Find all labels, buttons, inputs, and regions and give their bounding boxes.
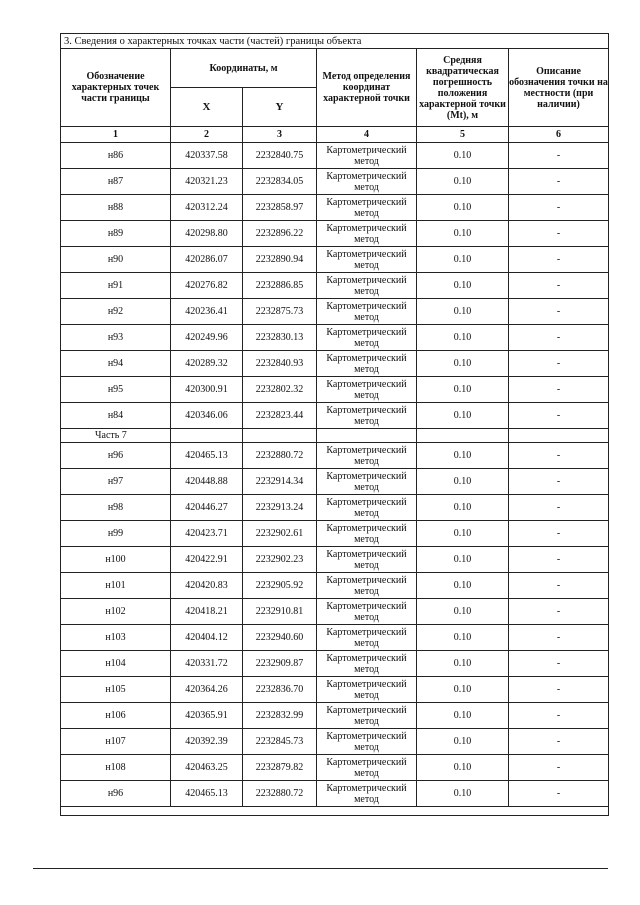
x-coordinate-cell: 420423.71 — [171, 521, 243, 547]
error-cell: 0.10 — [417, 729, 509, 755]
point-name-cell: н102 — [61, 599, 171, 625]
error-cell: 0.10 — [417, 521, 509, 547]
table-row — [61, 729, 609, 755]
table-row — [61, 703, 609, 729]
x-coordinate-cell: 420420.83 — [171, 573, 243, 599]
point-name-cell: н93 — [61, 325, 171, 351]
description-cell: - — [509, 521, 609, 547]
point-name-cell: н100 — [61, 547, 171, 573]
column-number: 2 — [171, 127, 243, 143]
x-coordinate-cell: 420448.88 — [171, 469, 243, 495]
table-row — [61, 573, 609, 599]
column-number: 1 — [61, 127, 171, 143]
description-cell: - — [509, 351, 609, 377]
table-row — [61, 677, 609, 703]
y-coordinate-cell: 2232902.23 — [243, 547, 317, 573]
x-coordinate-cell: 420312.24 — [171, 195, 243, 221]
y-coordinate-cell: 2232880.72 — [243, 781, 317, 807]
description-cell: - — [509, 469, 609, 495]
table-row — [61, 781, 609, 807]
x-coordinate-cell: 420286.07 — [171, 247, 243, 273]
description-cell: - — [509, 221, 609, 247]
description-cell: - — [509, 625, 609, 651]
y-coordinate-cell: 2232896.22 — [243, 221, 317, 247]
error-cell: 0.10 — [417, 195, 509, 221]
x-coordinate-cell: 420236.41 — [171, 299, 243, 325]
error-cell: 0.10 — [417, 625, 509, 651]
description-cell: - — [509, 651, 609, 677]
method-cell: Картометрический метод — [317, 169, 417, 195]
description-cell: - — [509, 247, 609, 273]
empty-cell — [317, 429, 417, 443]
header-row — [61, 49, 609, 88]
y-coordinate-cell: 2232840.93 — [243, 351, 317, 377]
table-row — [61, 625, 609, 651]
table-row — [61, 469, 609, 495]
table-row — [61, 325, 609, 351]
y-coordinate-cell: 2232879.82 — [243, 755, 317, 781]
table-row — [61, 195, 609, 221]
header-method: Метод определения координат характерной точки — [317, 49, 417, 127]
point-name-cell: н90 — [61, 247, 171, 273]
x-coordinate-cell: 420289.32 — [171, 351, 243, 377]
error-cell: 0.10 — [417, 325, 509, 351]
error-cell: 0.10 — [417, 495, 509, 521]
point-name-cell: н108 — [61, 755, 171, 781]
method-cell: Картометрический метод — [317, 781, 417, 807]
description-cell: - — [509, 143, 609, 169]
point-name-cell: н91 — [61, 273, 171, 299]
section-title: 3. Сведения о характерных точках части (частей) границы объекта — [61, 34, 609, 49]
header-y: Y — [243, 88, 317, 127]
document-sheet — [60, 33, 608, 816]
error-cell: 0.10 — [417, 247, 509, 273]
table-row — [61, 651, 609, 677]
error-cell: 0.10 — [417, 547, 509, 573]
method-cell: Картометрический метод — [317, 195, 417, 221]
x-coordinate-cell: 420418.21 — [171, 599, 243, 625]
error-cell: 0.10 — [417, 677, 509, 703]
point-name-cell: н101 — [61, 573, 171, 599]
description-cell: - — [509, 299, 609, 325]
error-cell: 0.10 — [417, 651, 509, 677]
header-description: Описание обозначения точки на местности (при наличии) — [509, 49, 609, 127]
table-end-row — [61, 807, 609, 816]
table-row — [61, 221, 609, 247]
point-name-cell: н96 — [61, 781, 171, 807]
point-name-cell: н99 — [61, 521, 171, 547]
column-number: 6 — [509, 127, 609, 143]
error-cell: 0.10 — [417, 351, 509, 377]
y-coordinate-cell: 2232830.13 — [243, 325, 317, 351]
description-cell: - — [509, 599, 609, 625]
point-name-cell: н96 — [61, 443, 171, 469]
empty-cell — [509, 429, 609, 443]
point-name-cell: н105 — [61, 677, 171, 703]
error-cell: 0.10 — [417, 755, 509, 781]
method-cell: Картометрический метод — [317, 729, 417, 755]
error-cell: 0.10 — [417, 599, 509, 625]
y-coordinate-cell: 2232832.99 — [243, 703, 317, 729]
x-coordinate-cell: 420465.13 — [171, 781, 243, 807]
method-cell: Картометрический метод — [317, 651, 417, 677]
point-name-cell: н95 — [61, 377, 171, 403]
section-title-row — [61, 34, 609, 49]
point-name-cell: н94 — [61, 351, 171, 377]
y-coordinate-cell: 2232910.81 — [243, 599, 317, 625]
method-cell: Картометрический метод — [317, 221, 417, 247]
method-cell: Картометрический метод — [317, 599, 417, 625]
header-designation: Обозначение характерных точек части границы — [61, 49, 171, 127]
description-cell: - — [509, 273, 609, 299]
y-coordinate-cell: 2232886.85 — [243, 273, 317, 299]
column-number: 5 — [417, 127, 509, 143]
y-coordinate-cell: 2232836.70 — [243, 677, 317, 703]
footer-divider — [33, 868, 608, 869]
point-name-cell: н84 — [61, 403, 171, 429]
x-coordinate-cell: 420465.13 — [171, 443, 243, 469]
table-row — [61, 299, 609, 325]
x-coordinate-cell: 420463.25 — [171, 755, 243, 781]
y-coordinate-cell: 2232902.61 — [243, 521, 317, 547]
y-coordinate-cell: 2232880.72 — [243, 443, 317, 469]
description-cell: - — [509, 729, 609, 755]
x-coordinate-cell: 420331.72 — [171, 651, 243, 677]
x-coordinate-cell: 420346.06 — [171, 403, 243, 429]
boundary-points-table — [60, 33, 609, 816]
description-cell: - — [509, 495, 609, 521]
error-cell: 0.10 — [417, 273, 509, 299]
x-coordinate-cell: 420276.82 — [171, 273, 243, 299]
table-row — [61, 521, 609, 547]
point-name-cell: н104 — [61, 651, 171, 677]
column-number-row — [61, 127, 609, 143]
error-cell: 0.10 — [417, 469, 509, 495]
empty-cell — [61, 807, 609, 816]
method-cell: Картометрический метод — [317, 755, 417, 781]
table-row — [61, 247, 609, 273]
method-cell: Картометрический метод — [317, 521, 417, 547]
x-coordinate-cell: 420404.12 — [171, 625, 243, 651]
y-coordinate-cell: 2232914.34 — [243, 469, 317, 495]
error-cell: 0.10 — [417, 299, 509, 325]
method-cell: Картометрический метод — [317, 625, 417, 651]
header-x: X — [171, 88, 243, 127]
description-cell: - — [509, 573, 609, 599]
table-row — [61, 755, 609, 781]
x-coordinate-cell: 420249.96 — [171, 325, 243, 351]
table-row — [61, 495, 609, 521]
y-coordinate-cell: 2232845.73 — [243, 729, 317, 755]
x-coordinate-cell: 420392.39 — [171, 729, 243, 755]
x-coordinate-cell: 420298.80 — [171, 221, 243, 247]
method-cell: Картометрический метод — [317, 299, 417, 325]
table-row — [61, 443, 609, 469]
method-cell: Картометрический метод — [317, 325, 417, 351]
method-cell: Картометрический метод — [317, 403, 417, 429]
error-cell: 0.10 — [417, 377, 509, 403]
error-cell: 0.10 — [417, 221, 509, 247]
point-name-cell: н103 — [61, 625, 171, 651]
x-coordinate-cell: 420337.58 — [171, 143, 243, 169]
description-cell: - — [509, 325, 609, 351]
x-coordinate-cell: 420321.23 — [171, 169, 243, 195]
table-row — [61, 599, 609, 625]
y-coordinate-cell: 2232890.94 — [243, 247, 317, 273]
method-cell: Картометрический метод — [317, 573, 417, 599]
y-coordinate-cell: 2232909.87 — [243, 651, 317, 677]
description-cell: - — [509, 443, 609, 469]
point-name-cell: н107 — [61, 729, 171, 755]
error-cell: 0.10 — [417, 403, 509, 429]
method-cell: Картометрический метод — [317, 247, 417, 273]
y-coordinate-cell: 2232875.73 — [243, 299, 317, 325]
point-name-cell: н97 — [61, 469, 171, 495]
y-coordinate-cell: 2232834.05 — [243, 169, 317, 195]
point-name-cell: н87 — [61, 169, 171, 195]
description-cell: - — [509, 547, 609, 573]
column-number: 4 — [317, 127, 417, 143]
y-coordinate-cell: 2232858.97 — [243, 195, 317, 221]
method-cell: Картометрический метод — [317, 547, 417, 573]
table-row — [61, 273, 609, 299]
table-row — [61, 351, 609, 377]
method-cell: Картометрический метод — [317, 377, 417, 403]
point-name-cell: н98 — [61, 495, 171, 521]
method-cell: Картометрический метод — [317, 273, 417, 299]
table-row — [61, 169, 609, 195]
y-coordinate-cell: 2232940.60 — [243, 625, 317, 651]
y-coordinate-cell: 2232840.75 — [243, 143, 317, 169]
error-cell: 0.10 — [417, 169, 509, 195]
point-name-cell: н89 — [61, 221, 171, 247]
empty-cell — [417, 429, 509, 443]
method-cell: Картометрический метод — [317, 495, 417, 521]
header-coordinates: Координаты, м — [171, 49, 317, 88]
method-cell: Картометрический метод — [317, 443, 417, 469]
description-cell: - — [509, 403, 609, 429]
description-cell: - — [509, 195, 609, 221]
empty-cell — [171, 429, 243, 443]
error-cell: 0.10 — [417, 703, 509, 729]
description-cell: - — [509, 169, 609, 195]
x-coordinate-cell: 420300.91 — [171, 377, 243, 403]
point-name-cell: н86 — [61, 143, 171, 169]
method-cell: Картометрический метод — [317, 351, 417, 377]
empty-cell — [243, 429, 317, 443]
y-coordinate-cell: 2232823.44 — [243, 403, 317, 429]
x-coordinate-cell: 420364.26 — [171, 677, 243, 703]
x-coordinate-cell: 420365.91 — [171, 703, 243, 729]
description-cell: - — [509, 755, 609, 781]
error-cell: 0.10 — [417, 573, 509, 599]
column-number: 3 — [243, 127, 317, 143]
error-cell: 0.10 — [417, 143, 509, 169]
table-row — [61, 377, 609, 403]
description-cell: - — [509, 377, 609, 403]
error-cell: 0.10 — [417, 781, 509, 807]
x-coordinate-cell: 420446.27 — [171, 495, 243, 521]
method-cell: Картометрический метод — [317, 703, 417, 729]
part-label: Часть 7 — [61, 429, 171, 443]
header-error: Средняя квадратическая погрешность положения характерной точки (Mt), м — [417, 49, 509, 127]
point-name-cell: н106 — [61, 703, 171, 729]
description-cell: - — [509, 677, 609, 703]
table-row — [61, 547, 609, 573]
table-row — [61, 143, 609, 169]
description-cell: - — [509, 781, 609, 807]
error-cell: 0.10 — [417, 443, 509, 469]
table-row — [61, 403, 609, 429]
point-name-cell: н88 — [61, 195, 171, 221]
y-coordinate-cell: 2232913.24 — [243, 495, 317, 521]
description-cell: - — [509, 703, 609, 729]
method-cell: Картометрический метод — [317, 469, 417, 495]
y-coordinate-cell: 2232802.32 — [243, 377, 317, 403]
method-cell: Картометрический метод — [317, 143, 417, 169]
point-name-cell: н92 — [61, 299, 171, 325]
part-section-row — [61, 429, 609, 443]
y-coordinate-cell: 2232905.92 — [243, 573, 317, 599]
x-coordinate-cell: 420422.91 — [171, 547, 243, 573]
method-cell: Картометрический метод — [317, 677, 417, 703]
